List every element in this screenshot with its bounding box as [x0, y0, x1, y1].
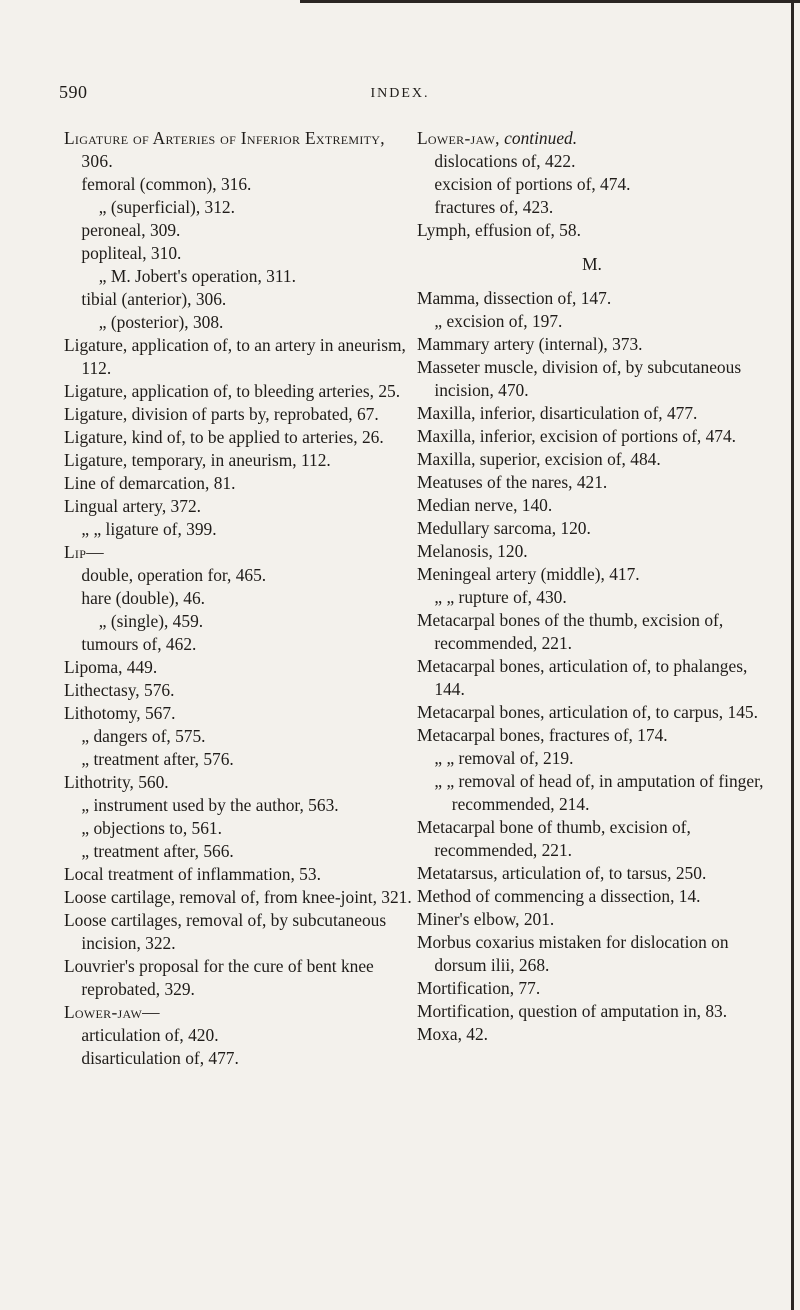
- index-entry: Maxilla, inferior, excision of portions of, 474.: [417, 426, 737, 446]
- index-entry: Ligature, application of, to bleeding arteries, 25.: [64, 381, 401, 401]
- index-entry: Lip—: [64, 542, 104, 562]
- index-entry: Lithotomy, 567.: [64, 703, 176, 723]
- index-entry: Medullary sarcoma, 120.: [417, 518, 591, 538]
- index-entry: Metacarpal bones of the thumb, excision of, recommended, 221.: [417, 610, 724, 653]
- right-index-entries: [417, 150, 767, 1046]
- index-entry: Loose cartilages, removal of, by subcutaneous incision, 322.: [64, 910, 387, 953]
- index-entry: Mortification, 77.: [417, 978, 541, 998]
- index-entry: Lipoma, 449.: [64, 657, 158, 677]
- page-right-edge: [791, 0, 794, 1310]
- index-entry: disarticulation of, 477.: [81, 1048, 239, 1068]
- index-entry: tumours of, 462.: [81, 634, 197, 654]
- index-entry: Lithectasy, 576.: [64, 680, 175, 700]
- index-entry: Ligature, application of, to an artery in aneurism, 112.: [64, 335, 406, 378]
- index-entry: Melanosis, 120.: [417, 541, 528, 561]
- index-entry: „ „ ligature of, 399.: [81, 519, 217, 539]
- index-entry: „ (superficial), 312.: [98, 197, 235, 217]
- right-index-column: [417, 127, 767, 1046]
- index-entry: Metacarpal bones, fractures of, 174.: [417, 725, 668, 745]
- index-entry: Meatuses of the nares, 421.: [417, 472, 608, 492]
- index-entry: excision of portions of, 474.: [434, 174, 631, 194]
- index-entry: Ligature, division of parts by, reprobated, 67.: [64, 404, 379, 424]
- index-entry: Ligature, kind of, to be applied to arteries, 26.: [64, 427, 384, 447]
- section-letter: M.: [582, 254, 602, 274]
- index-entry: peroneal, 309.: [81, 220, 181, 240]
- index-entry: Local treatment of inflammation, 53.: [64, 864, 321, 884]
- index-entry: Line of demarcation, 81.: [64, 473, 236, 493]
- index-entry: „ dangers of, 575.: [81, 726, 206, 746]
- index-entry: Lymph, effusion of, 58.: [417, 220, 581, 240]
- index-entry: Maxilla, superior, excision of, 484.: [417, 449, 661, 469]
- index-entry: Median nerve, 140.: [417, 495, 553, 515]
- index-entry: „ treatment after, 576.: [81, 749, 234, 769]
- index-entry: Maxilla, inferior, disarticulation of, 477.: [417, 403, 698, 423]
- index-entry: Loose cartilage, removal of, from knee-joint, 321.: [64, 887, 412, 907]
- index-entry: double, operation for, 465.: [81, 565, 267, 585]
- index-entry: Morbus coxarius mistaken for dislocation on dorsum ilii, 268.: [417, 932, 729, 975]
- index-entry: Method of commencing a dissection, 14.: [417, 886, 701, 906]
- running-head: INDEX.: [370, 86, 430, 101]
- continued-note: continued.: [504, 128, 578, 148]
- index-entry: tibial (anterior), 306.: [81, 289, 227, 309]
- index-entry: Meningeal artery (middle), 417.: [417, 564, 640, 584]
- index-entry: „ „ removal of head of, in amputation of finger, recommended, 214.: [434, 771, 764, 814]
- index-entry: Moxa, 42.: [417, 1024, 489, 1044]
- index-entry: Metatarsus, articulation of, to tarsus, 250.: [417, 863, 707, 883]
- index-entry: „ excision of, 197.: [434, 311, 563, 331]
- index-entry: „ instrument used by the author, 563.: [81, 795, 339, 815]
- index-entry: „ (posterior), 308.: [98, 312, 224, 332]
- left-index-column: [64, 127, 414, 1070]
- index-entry: „ treatment after, 566.: [81, 841, 234, 861]
- index-entry: „ objections to, 561.: [81, 818, 222, 838]
- index-entry: hare (double), 46.: [81, 588, 206, 608]
- index-entry: Lingual artery, 372.: [64, 496, 201, 516]
- index-entry: fractures of, 423.: [434, 197, 554, 217]
- index-entry: Miner's elbow, 201.: [417, 909, 555, 929]
- index-entry: Mamma, dissection of, 147.: [417, 288, 612, 308]
- index-entry: femoral (common), 316.: [81, 174, 252, 194]
- continued-heading: [417, 127, 767, 150]
- index-entry: Metacarpal bones, articulation of, to carpus, 145.: [417, 702, 758, 722]
- index-entry: „ M. Jobert's operation, 311.: [98, 266, 296, 286]
- index-entry: Louvrier's proposal for the cure of bent knee reprobated, 329.: [64, 956, 374, 999]
- index-entry: Mortification, question of amputation in, 83.: [417, 1001, 728, 1021]
- index-entry: Metacarpal bones, articulation of, to phalanges, 144.: [417, 656, 748, 699]
- index-entry: Mammary artery (internal), 373.: [417, 334, 643, 354]
- index-entry: Ligature, temporary, in aneurism, 112.: [64, 450, 331, 470]
- page-top-edge: [300, 0, 800, 3]
- continued-label: Lower-jaw,: [417, 128, 500, 148]
- index-entry: Lower-jaw—: [64, 1002, 160, 1022]
- index-entry: „ „ rupture of, 430.: [434, 587, 567, 607]
- index-entry: „ (single), 459.: [98, 611, 204, 631]
- index-entry: Ligature of Arteries of Inferior Extremity, 306.: [64, 128, 385, 171]
- index-entry: Masseter muscle, division of, by subcutaneous incision, 470.: [417, 357, 742, 400]
- index-entry: Lithotrity, 560.: [64, 772, 169, 792]
- index-entry: „ „ removal of, 219.: [434, 748, 574, 768]
- index-entry: popliteal, 310.: [81, 243, 182, 263]
- index-entry: articulation of, 420.: [81, 1025, 219, 1045]
- index-entry: Metacarpal bone of thumb, excision of, recommended, 221.: [417, 817, 691, 860]
- index-entry: dislocations of, 422.: [434, 151, 576, 171]
- page-number: 590: [59, 82, 88, 102]
